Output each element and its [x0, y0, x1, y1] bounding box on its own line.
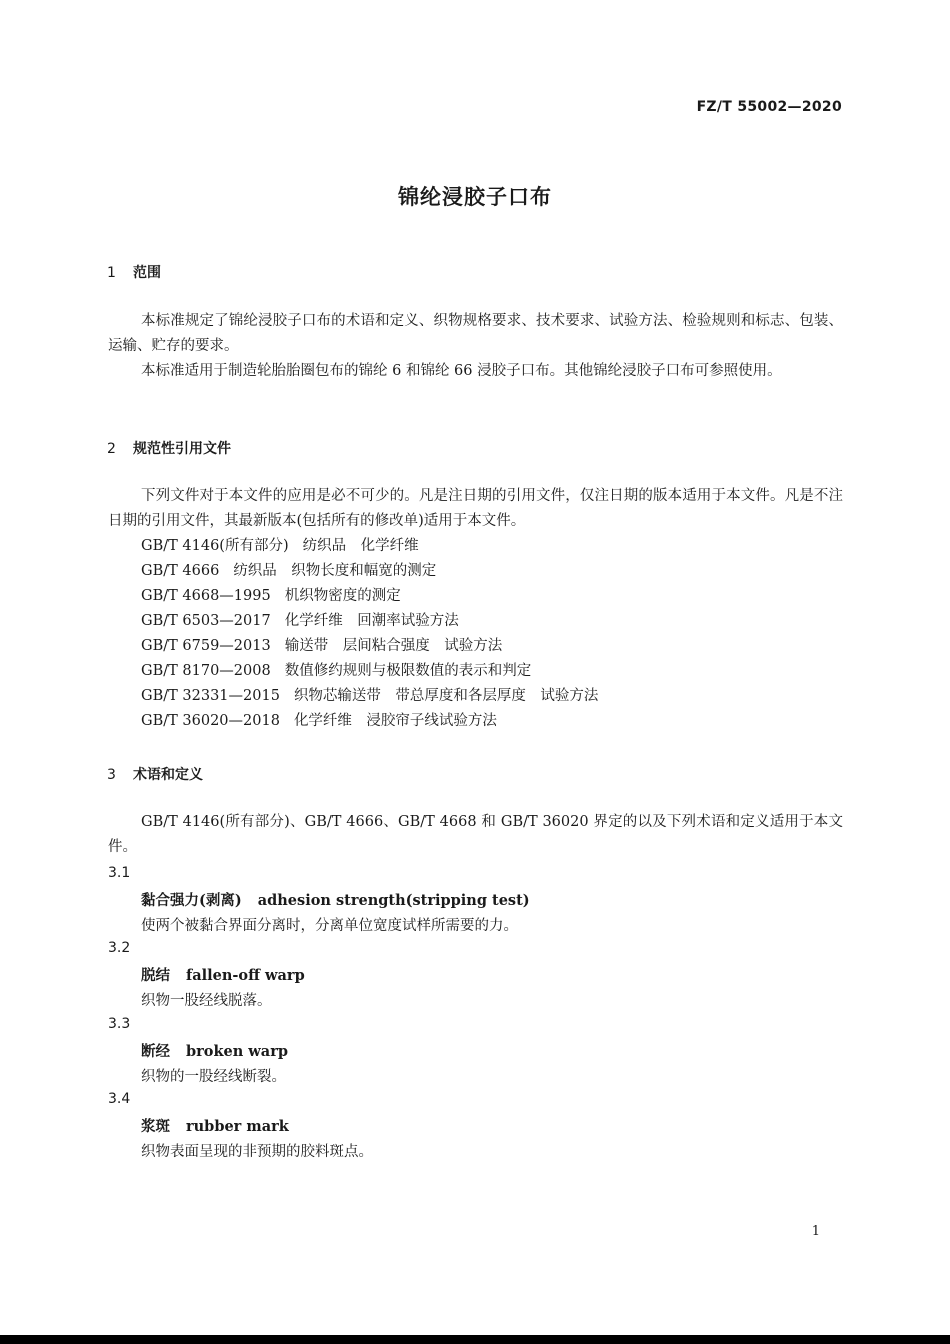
term-en: adhesion strength(stripping test) [257, 892, 530, 909]
paragraph: 本标准规定了锦纶浸胶子口布的术语和定义、织物规格要求、技术要求、试验方法、检验规则和标志、包装、运输、贮存的要求。 [108, 313, 843, 354]
reference-code: GB/T 6759—2013 [141, 638, 271, 654]
term-entry [141, 964, 305, 985]
reference-item [141, 634, 502, 659]
reference-title: 织物芯输送带 带总厚度和各层厚度 试验方法 [293, 688, 599, 704]
section-title: 术语和定义 [133, 767, 203, 783]
reference-title: 化学纤维 回潮率试验方法 [284, 613, 459, 629]
reference-title: 数值修约规则与极限数值的表示和判定 [284, 663, 532, 679]
term-number: 3.3 [108, 1016, 131, 1032]
reference-code: GB/T 4146(所有部分) [141, 538, 289, 554]
paragraph: 本标准适用于制造轮胎胎圈包布的锦纶 6 和锦纶 66 浸胶子口布。其他锦纶浸胶子口布可参照使用。 [141, 363, 782, 379]
reference-code: GB/T 6503—2017 [141, 613, 271, 629]
term-entry [141, 889, 530, 910]
reference-title: 机织物密度的测定 [284, 588, 401, 604]
reference-item [141, 684, 598, 709]
term-definition: 织物的一股经线断裂。 [141, 1069, 286, 1085]
reference-item [141, 609, 459, 634]
term-zh: 断经 [141, 1043, 170, 1060]
term-zh: 黏合强力(剥离) [141, 892, 242, 909]
section-title: 范围 [133, 265, 161, 281]
reference-item [141, 709, 497, 734]
page-bottom-border [0, 1335, 950, 1344]
reference-code: GB/T 36020—2018 [141, 713, 280, 729]
reference-title: 化学纤维 浸胶帘子线试验方法 [293, 713, 497, 729]
term-entry [141, 1115, 289, 1136]
reference-code: GB/T 32331—2015 [141, 688, 280, 704]
section-heading-terms-definitions [107, 764, 203, 784]
term-entry [141, 1040, 288, 1061]
reference-item [141, 659, 531, 684]
reference-item [141, 559, 436, 584]
reference-code: GB/T 8170—2008 [141, 663, 271, 679]
term-en: fallen-off warp [186, 967, 305, 984]
term-definition: 织物一股经线脱落。 [141, 993, 272, 1009]
term-number: 3.1 [108, 865, 131, 881]
reference-title: 输送带 层间粘合强度 试验方法 [284, 638, 503, 654]
paragraph: GB/T 4146(所有部分)、GB/T 4666、GB/T 4668 和 GB/T 36020 界定的以及下列术语和定义适用于本文件。 [108, 814, 843, 855]
section-number: 3 [107, 767, 116, 783]
reference-title: 纺织品 化学纤维 [302, 538, 419, 554]
reference-code: GB/T 4668—1995 [141, 588, 271, 604]
term-number: 3.4 [108, 1091, 131, 1107]
reference-title: 纺织品 织物长度和幅宽的测定 [233, 563, 437, 579]
page-number: 1 [811, 1224, 820, 1239]
reference-code: GB/T 4666 [141, 563, 220, 579]
term-number: 3.2 [108, 940, 131, 956]
term-definition: 使两个被黏合界面分离时，分离单位宽度试样所需要的力。 [141, 918, 518, 934]
section-heading-normative-references [107, 438, 231, 458]
term-zh: 浆斑 [141, 1118, 170, 1135]
term-en: rubber mark [186, 1118, 289, 1135]
section-number: 1 [107, 265, 116, 281]
term-en: broken warp [186, 1043, 288, 1060]
section-heading-scope [107, 262, 161, 282]
document-title: 锦纶浸胶子口布 [398, 185, 552, 209]
standard-code: FZ/T 55002—2020 [696, 99, 842, 115]
reference-item [141, 584, 401, 609]
paragraph: 下列文件对于本文件的应用是必不可少的。凡是注日期的引用文件，仅注日期的版本适用于本文件。凡是不注日期的引用文件，其最新版本(包括所有的修改单)适用于本文件。 [108, 488, 843, 529]
reference-item [141, 534, 419, 559]
section-number: 2 [107, 441, 116, 457]
term-zh: 脱结 [141, 967, 170, 984]
term-definition: 织物表面呈现的非预期的胶料斑点。 [141, 1144, 373, 1160]
section-title: 规范性引用文件 [133, 441, 231, 457]
